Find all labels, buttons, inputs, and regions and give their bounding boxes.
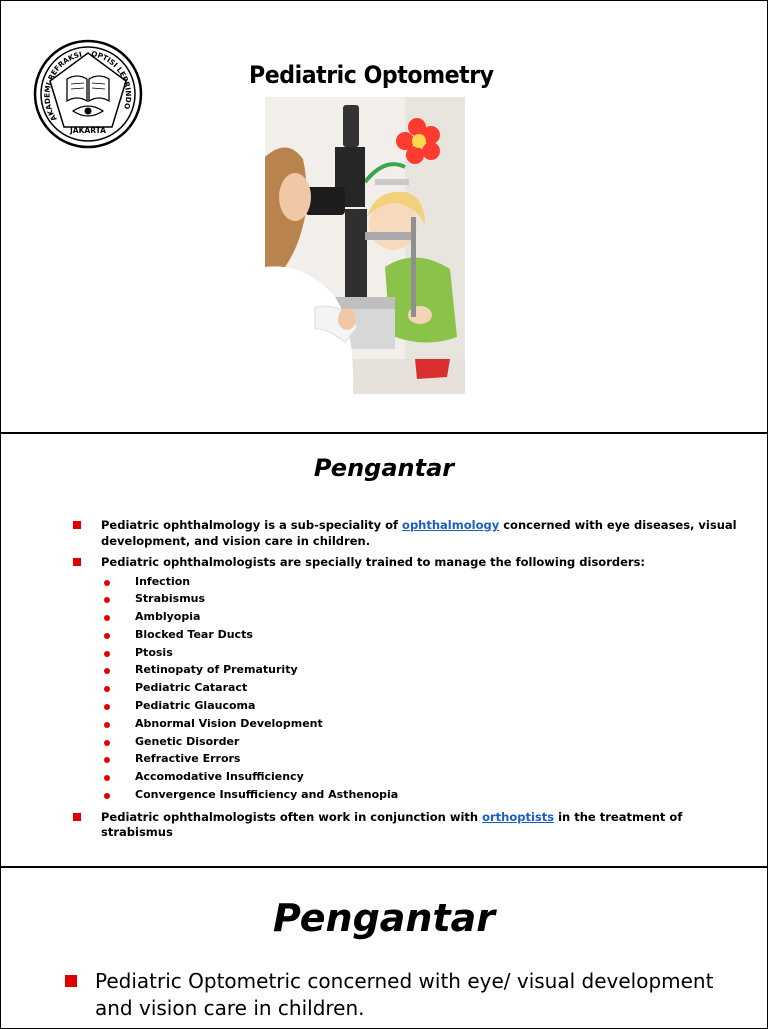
orthoptists-link[interactable]: orthoptists — [482, 809, 555, 824]
square-bullet-icon — [73, 521, 81, 529]
bullet-text: Pediatric ophthalmologists often work in conjunction with — [101, 809, 483, 824]
disorder-item — [101, 733, 741, 751]
logo-text-bottom: JAKARTA — [70, 126, 106, 135]
disorder-label: Refractive Errors — [135, 752, 241, 766]
disorder-item — [101, 661, 741, 679]
slide-title — [0, 0, 768, 433]
bullet-text: concerned with eye diseases, visual development, and vision care in children. — [101, 518, 737, 548]
disorder-label: Amblyopia — [135, 610, 201, 624]
disorder-item — [101, 786, 741, 804]
slide-title-pengantar-large: Pengantar — [272, 896, 496, 940]
round-bullet-icon — [104, 793, 110, 799]
bullet-text: Pediatric ophthalmology is a sub-speciality of — [101, 518, 403, 532]
disorder-item — [101, 679, 741, 697]
square-bullet-icon — [73, 558, 81, 566]
disorder-list — [101, 573, 741, 804]
disorder-label: Ptosis — [135, 645, 173, 659]
slide-intro — [0, 433, 768, 867]
disorder-item — [101, 715, 741, 733]
disorder-label: Accomodative Insufficiency — [135, 770, 304, 784]
round-bullet-icon — [104, 615, 110, 621]
round-bullet-icon — [104, 686, 110, 692]
bullet-text: in the treatment of strabismus — [101, 809, 683, 840]
round-bullet-icon — [104, 597, 110, 603]
disorder-item — [101, 750, 741, 768]
round-bullet-icon — [104, 633, 110, 639]
disorder-item — [101, 768, 741, 786]
round-bullet-icon — [104, 740, 110, 746]
bullet-item — [71, 518, 741, 549]
disorder-label: Convergence Insufficiency and Asthenopia — [135, 788, 399, 802]
disorder-item — [101, 697, 741, 715]
bullet-text: Pediatric ophthalmologists are specially trained to manage the following disorders: — [101, 555, 646, 569]
ophthalmology-link[interactable]: ophthalmology — [402, 518, 500, 532]
disorder-label: Infection — [135, 574, 191, 588]
round-bullet-icon — [104, 651, 110, 657]
disorder-label: Abnormal Vision Development — [135, 716, 323, 730]
disorder-label: Pediatric Cataract — [135, 681, 248, 695]
round-bullet-icon — [104, 722, 110, 728]
bullet-item — [71, 810, 741, 841]
disorder-label: Genetic Disorder — [135, 734, 240, 748]
round-bullet-icon — [104, 775, 110, 781]
disorder-item — [101, 590, 741, 608]
round-bullet-icon — [104, 757, 110, 763]
square-bullet-icon — [65, 975, 77, 987]
bullet-list — [71, 518, 741, 847]
round-bullet-icon — [104, 580, 110, 586]
round-bullet-icon — [104, 668, 110, 674]
disorder-item — [101, 626, 741, 644]
disorder-item — [101, 573, 741, 591]
slit-lamp-child-exam-photo — [265, 97, 465, 394]
round-bullet-icon — [104, 704, 110, 710]
page-title: Pediatric Optometry — [249, 61, 494, 89]
academy-seal-logo — [33, 39, 143, 149]
bullet-item — [71, 555, 741, 804]
square-bullet-icon — [73, 813, 81, 821]
disorder-label: Blocked Tear Ducts — [135, 627, 253, 641]
logo-text-left: AKADEMI REFRAKSI — [42, 49, 83, 123]
disorder-label: Strabismus — [135, 592, 206, 606]
disorder-item — [101, 644, 741, 662]
disorder-label: Retinopaty of Prematurity — [135, 663, 298, 677]
disorder-label: Pediatric Glaucoma — [135, 699, 256, 713]
slide-title-pengantar: Pengantar — [313, 454, 455, 482]
disorder-item — [101, 608, 741, 626]
logo-text-right: OPTISI LEPRINDO — [90, 49, 134, 111]
bullet-text: Pediatric Optometric concerned with eye/ visual development and vision care in children. — [95, 969, 714, 1020]
slide-intro-optometry — [0, 867, 768, 1029]
